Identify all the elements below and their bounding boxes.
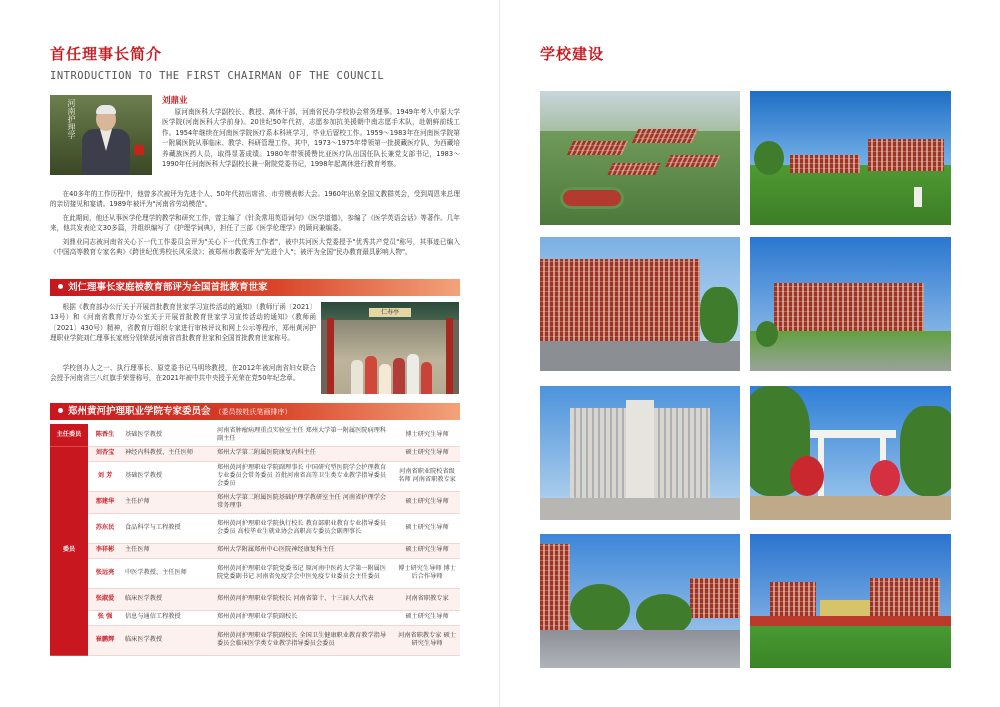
table-row <box>50 446 460 461</box>
expert-affiliation: 郑州黄河护理职业学院执行校长 教育部职业教育专业指导委员会委员 高校毕业生就业协会高职高专委员会副理事长 <box>214 513 394 543</box>
portrait-calligraphy: 河南护理学 <box>67 99 76 139</box>
pavilion-sign: 仁寿亭 <box>369 308 411 317</box>
grandstand <box>820 600 870 616</box>
flower-bush <box>790 456 824 496</box>
running-track <box>560 187 624 209</box>
campus-building <box>567 141 629 155</box>
table-row <box>50 513 460 543</box>
table-row <box>50 625 460 655</box>
table-row <box>50 424 460 446</box>
campus-building <box>607 163 661 175</box>
expert-title: 神经内科教授、主任医师 <box>122 446 214 461</box>
expert-title: 临床医学教授 <box>122 588 214 610</box>
campus-building <box>665 155 721 167</box>
campus-building <box>632 129 699 143</box>
expert-name: 刘 芳 <box>88 461 122 491</box>
expert-honor: 河南省职业院校省级名师 河南省职教专家 <box>394 461 460 491</box>
bio-paragraph-1: 原河南医科大学副校长、教授、离休干部，河南省民办学校协会常务理事。1949年考入中原大学医学院(河南医科大学前身)。20世纪50年代初，志愿参加抗美援朝中南志愿手术队，赴朝鲜前线工作。1954年继续在河南医学院医疗系本科班学习，毕业后留校工作。1959～1983年在河南医学院第一附属医院从事临床、教学、科研管理工作。其中，1973～1975年带领第一批援藏医疗队，为西藏培养藏族医药人员，取得显著成绩。1980年带领援赞比亚医疗队出国任队长兼党支部书记，1983～1990年任河南医科大学副校长兼一附院党委书记，1998年起离休进行教育考察。 <box>162 108 460 169</box>
role-cell: 主任委员 <box>50 424 88 446</box>
flower-bush <box>870 460 900 496</box>
table-row <box>50 543 460 558</box>
campus-road-photo <box>540 534 740 668</box>
pergola-beam <box>810 430 896 438</box>
expert-affiliation: 郑州大学第二附属医院基础护理学教研室主任 河南省护理学会常务理事 <box>214 491 394 513</box>
campus-building <box>690 578 740 618</box>
table-row <box>50 558 460 588</box>
band-education-family <box>50 279 460 296</box>
expert-honor: 硕士研究生导师 <box>394 610 460 625</box>
expert-title: 信息与通信工程教授 <box>122 610 214 625</box>
campus-lawn-photo <box>750 91 951 225</box>
expert-title: 主任医师 <box>122 543 214 558</box>
expert-committee-table <box>50 424 460 656</box>
photo-road <box>540 341 740 371</box>
expert-name: 苏东民 <box>88 513 122 543</box>
expert-affiliation: 郑州黄河护理职业学院副理事长 中国研究型医院学会护理教育专业委员会常务委员 首批河南省高等卫生类专业教学指导委员会委员 <box>214 461 394 491</box>
expert-name: 陈香生 <box>88 424 122 446</box>
band-education-family-label: 刘仁理事长家庭被教育部评为全国首批教育世家 <box>68 282 268 293</box>
sports-field <box>750 626 951 668</box>
expert-honor: 硕士研究生导师 <box>394 491 460 513</box>
statue <box>914 187 922 207</box>
table-row <box>50 610 460 625</box>
campus-building <box>790 155 860 173</box>
portrait-figure-hair <box>96 105 116 114</box>
expert-name: 崔鹏辉 <box>88 625 122 655</box>
campus-building <box>540 259 700 341</box>
tree <box>570 584 630 634</box>
expert-name: 刘杏宝 <box>88 446 122 461</box>
bio-paragraph-3: 在此期间，他还从事医学伦理学的教学和研究工作，曾主编了《针灸常用英语词句》《医学道德》，参编了《医学英语会话》等著作。几年来，他共发表论文30多篇，并组织编写了《护理学词典》，担任了三部《医学伦理学》的顾问兼编委。 <box>50 214 460 233</box>
tree <box>756 321 778 347</box>
band-bullet-icon <box>58 408 63 413</box>
tree <box>754 141 784 175</box>
family-person <box>407 354 419 394</box>
table-row <box>50 461 460 491</box>
garden-pavilion-photo <box>750 386 951 520</box>
expert-name: 张淑爱 <box>88 588 122 610</box>
expert-affiliation: 郑州黄河护理职业学院副校长 <box>214 610 394 625</box>
bio-paragraph-4: 刘鼎业同志被河南省关心下一代工作委员会评为"关心下一代优秀工作者"，被中共河医大党委授予"优秀共产党员"称号，其事迹已编入《中国高等教育专家名典》《跨世纪优秀校长风采录》；被郑州市教委评为"先进个人"；被评为全国"民办教育最具影响人物"。 <box>50 238 460 257</box>
expert-name: 张远亮 <box>88 558 122 588</box>
expert-title: 主任护师 <box>122 491 214 513</box>
section-subtitle-chairman: INTRODUCTION TO THE FIRST CHAIRMAN OF THE COUNCIL <box>50 70 385 82</box>
expert-honor: 硕士研究生导师 <box>394 543 460 558</box>
photo-sky <box>540 91 740 131</box>
main-building-photo <box>540 386 740 520</box>
expert-title: 中医学教授、主任医师 <box>122 558 214 588</box>
role-cell: 委员 <box>50 446 88 655</box>
bio-paragraph-2: 在40多年的工作历程中，他曾多次被评为先进个人、50年代初出席省、市劳模表彰大会。1960年出席全国文教群英会，受到周恩来总理的亲切接见和宴请。1989年被评为"河南省劳动模范"。 <box>50 190 460 209</box>
band-bullet-icon <box>58 284 63 289</box>
expert-affiliation: 郑州黄河护理职业学院党委书记 原河南中医药大学第一附属医院党委副书记 河南省免疫学会中医免疫专业委员会主任委员 <box>214 558 394 588</box>
campus-building <box>774 283 924 331</box>
expert-title: 临床医学教授 <box>122 625 214 655</box>
expert-affiliation: 郑州大学附属郑州中心医院神经康复科主任 <box>214 543 394 558</box>
expert-title: 基础医学教授 <box>122 424 214 446</box>
tree <box>900 406 951 496</box>
band-expert-committee-note: （委员按姓氏笔画排序） <box>214 408 292 416</box>
family-paragraph-2: 学校创办人之一、执行理事长、原党委书记马明珍教授，在2012年被河南省妇女联合会授予河南省三八红旗手荣誉称号，在2021年被中共中央授予光荣在党50年纪念章。 <box>50 364 316 383</box>
running-track <box>750 616 951 626</box>
expert-affiliation: 河南省肿瘤病理重点实验室主任 郑州大学第一附属医院病理科副主任 <box>214 424 394 446</box>
sports-field-photo <box>750 534 951 668</box>
expert-name: 李祥彬 <box>88 543 122 558</box>
family-person <box>379 364 391 394</box>
chairman-portrait <box>50 95 152 175</box>
campus-aerial-photo <box>540 91 740 225</box>
expert-affiliation: 郑州黄河护理职业学院副校长 全国卫生健康职业教育教学指导委员会临床医学类专业教学指导委员会委员 <box>214 625 394 655</box>
expert-honor: 河南省职教专家 硕士研究生导师 <box>394 625 460 655</box>
expert-affiliation: 郑州黄河护理职业学院校长 河南省第十、十三届人大代表 <box>214 588 394 610</box>
family-photo <box>321 302 459 394</box>
expert-affiliation: 郑州大学第二附属医院康复内科主任 <box>214 446 394 461</box>
red-building-sky-photo <box>750 237 951 371</box>
expert-honor: 博士研究生导师 <box>394 424 460 446</box>
right-page <box>500 0 1000 707</box>
expert-honor: 河南省职教专家 <box>394 588 460 610</box>
campus-building <box>868 139 944 171</box>
photo-ground <box>750 331 951 371</box>
portrait-seal <box>134 145 144 155</box>
pavilion-pillar-right <box>446 318 453 394</box>
section-title-chairman: 首任理事长简介 <box>50 45 163 63</box>
photo-road <box>540 630 740 668</box>
photo-path <box>750 496 951 520</box>
main-building-tower <box>626 400 654 500</box>
family-person <box>421 362 432 394</box>
expert-title: 食品科学与工程教授 <box>122 513 214 543</box>
table-row <box>50 491 460 513</box>
expert-name: 那建华 <box>88 491 122 513</box>
section-title-campus: 学校建设 <box>540 45 605 63</box>
campus-building <box>540 544 570 640</box>
campus-building <box>870 578 940 616</box>
red-building-road-photo <box>540 237 740 371</box>
expert-title: 基础医学教授 <box>122 461 214 491</box>
table-row <box>50 588 460 610</box>
expert-honor: 硕士研究生导师 <box>394 513 460 543</box>
band-expert-committee-label: 郑州黄河护理职业学院专家委员会 <box>68 406 211 417</box>
expert-honor: 硕士研究生导师 <box>394 446 460 461</box>
expert-name: 张 强 <box>88 610 122 625</box>
family-person <box>365 356 377 394</box>
family-paragraph-1: 根据《教育部办公厅关于开展首批教育世家学习宣传活动的通知》（教师厅函〔2021〕13号）和《河南省教育厅办公室关于开展首批教育世家学习宣传活动的通知》（教师函〔2021〕430号）精神，省教育厅组织专家进行审核评议和网上公示等程序，郑州黄河护理职业学院刘仁理事长家庭分别荣获河南省首批教育世家和全国首批教育世家称号。 <box>50 303 316 343</box>
expert-honor: 博士研究生导师 博士后合作导师 <box>394 558 460 588</box>
family-person <box>351 360 363 394</box>
pavilion-pillar-left <box>327 318 334 394</box>
family-person <box>393 358 405 394</box>
tree <box>700 287 738 343</box>
campus-building <box>770 582 816 616</box>
photo-plaza <box>540 498 740 520</box>
band-expert-committee <box>50 403 460 420</box>
chairman-name: 刘鼎业 <box>162 96 188 106</box>
